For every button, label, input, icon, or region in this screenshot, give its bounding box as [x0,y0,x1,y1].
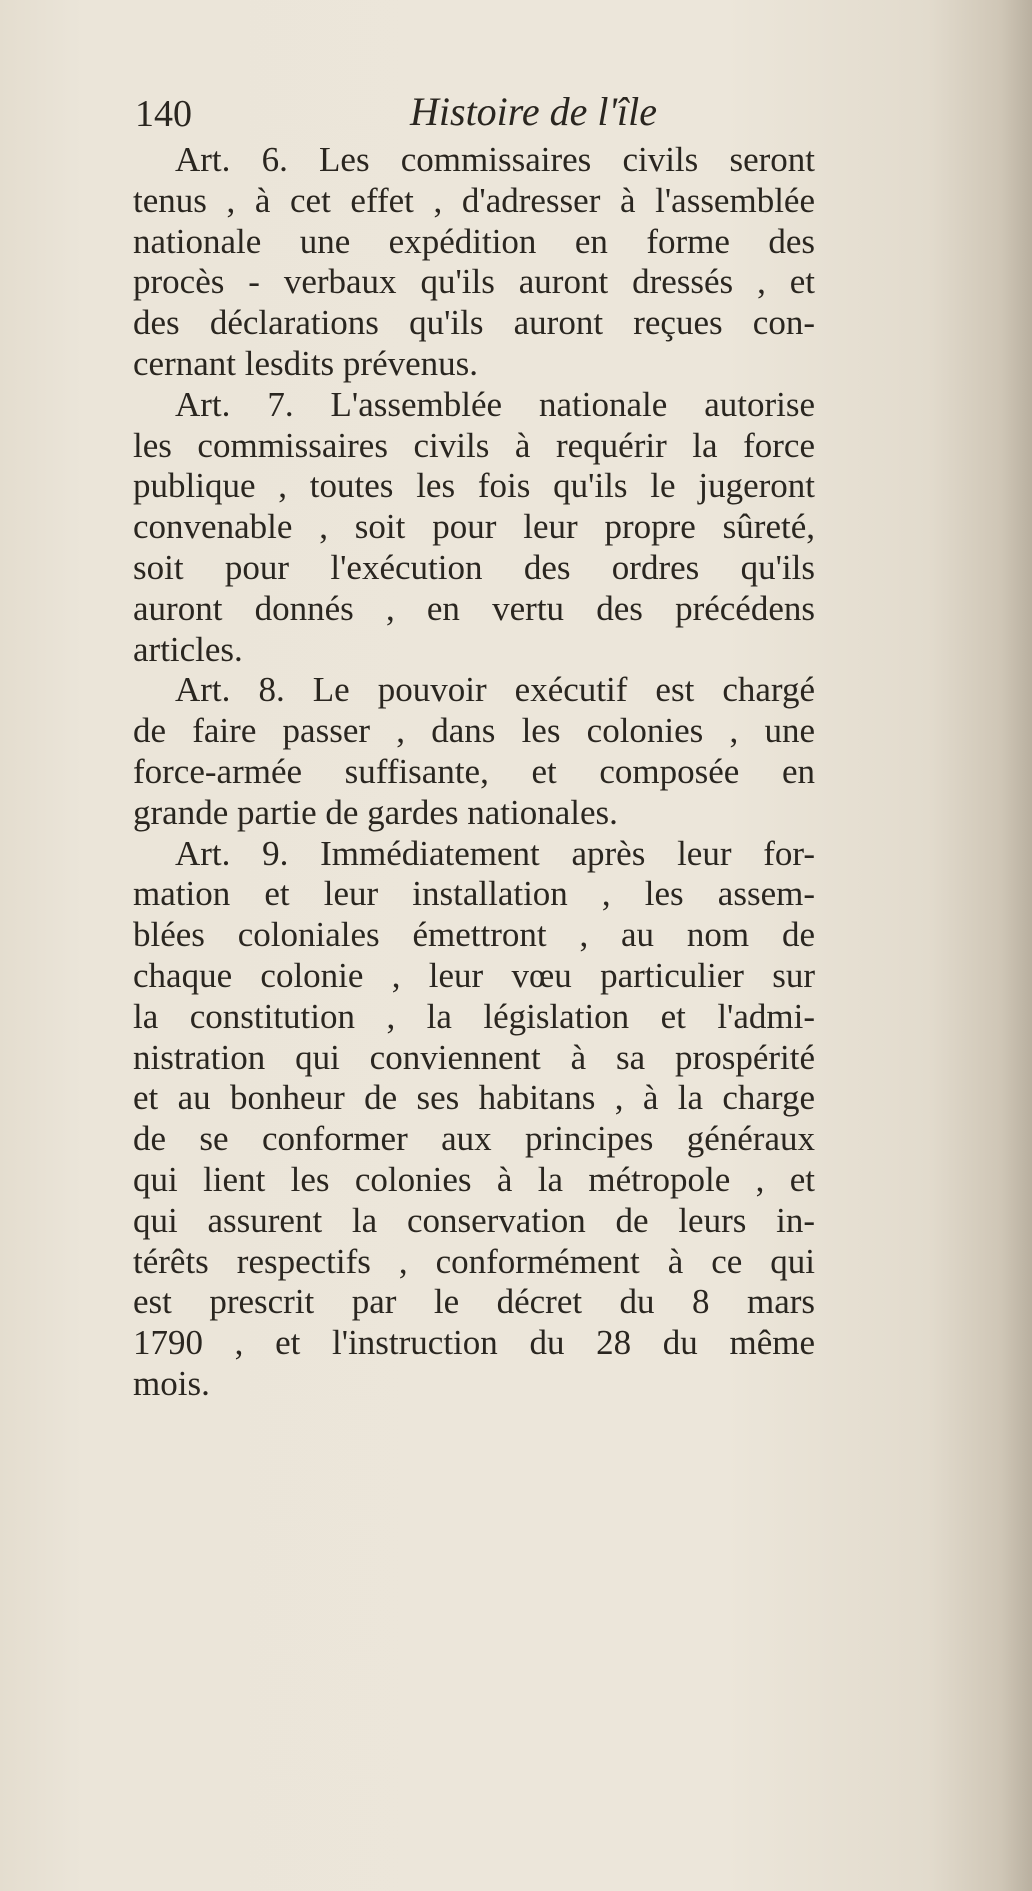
text-line: de se conformer aux principes généraux [133,1119,815,1159]
text-line: qui lient les colonies à la métropole , et [133,1159,815,1199]
text-line: force-armée suffisante, et composée en [133,751,815,791]
text-line: tenus , à cet effet , d'adresser à l'assemblée [133,180,815,220]
body-text [133,140,815,1405]
text-line: la constitution , la législation et l'admi- [133,996,815,1036]
text-line: soit pour l'exécution des ordres qu'ils [133,547,815,587]
text-line: Art. 6. Les commissaires civils seront [175,140,815,179]
text-line: Art. 7. L'assemblée nationale autorise [175,384,815,424]
article-paragraph [133,670,815,833]
text-line: blées coloniales émettront , au nom de [133,915,815,955]
running-title: Histoire de l'île [410,89,658,134]
text-line: Art. 9. Immédiatement après leur for- [175,833,815,873]
article-paragraph [133,834,815,1405]
article-paragraph [133,140,815,385]
text-line: des déclarations qu'ils auront reçues con- [133,303,815,343]
text-line: nistration qui conviennent à sa prospérité [133,1037,815,1077]
text-line: est prescrit par le décret du 8 mars [133,1282,815,1322]
text-line: qui assurent la conservation de leurs in- [133,1200,815,1240]
text-line: térêts respectifs , conformément à ce qui [133,1241,815,1281]
text-line: Art. 8. Le pouvoir exécutif est chargé [175,670,815,710]
text-line: grande partie de gardes nationales. [133,792,618,832]
text-line: et au bonheur de ses habitans , à la charge [133,1078,815,1118]
text-line: publique , toutes les fois qu'ils le jugeront [133,466,815,506]
text-line: de faire passer , dans les colonies , une [133,711,815,751]
text-line: 1790 , et l'instruction du 28 du même [133,1323,815,1363]
text-line: les commissaires civils à requérir la force [133,425,815,465]
article-paragraph [133,385,815,671]
text-line: cernant lesdits prévenus. [133,343,479,383]
text-line: mois. [133,1363,210,1403]
text-line: articles. [133,629,243,669]
page-header [135,88,835,138]
text-line: procès - verbaux qu'ils auront dressés , et [133,262,815,302]
text-line: convenable , soit pour leur propre sûreté, [133,507,815,547]
text-line: auront donnés , en vertu des précédens [133,588,815,628]
text-line: mation et leur installation , les assem- [133,874,815,914]
text-line: chaque colonie , leur vœu particulier sur [133,955,815,995]
page-number: 140 [135,93,192,135]
text-line: nationale une expédition en forme des [133,221,815,261]
